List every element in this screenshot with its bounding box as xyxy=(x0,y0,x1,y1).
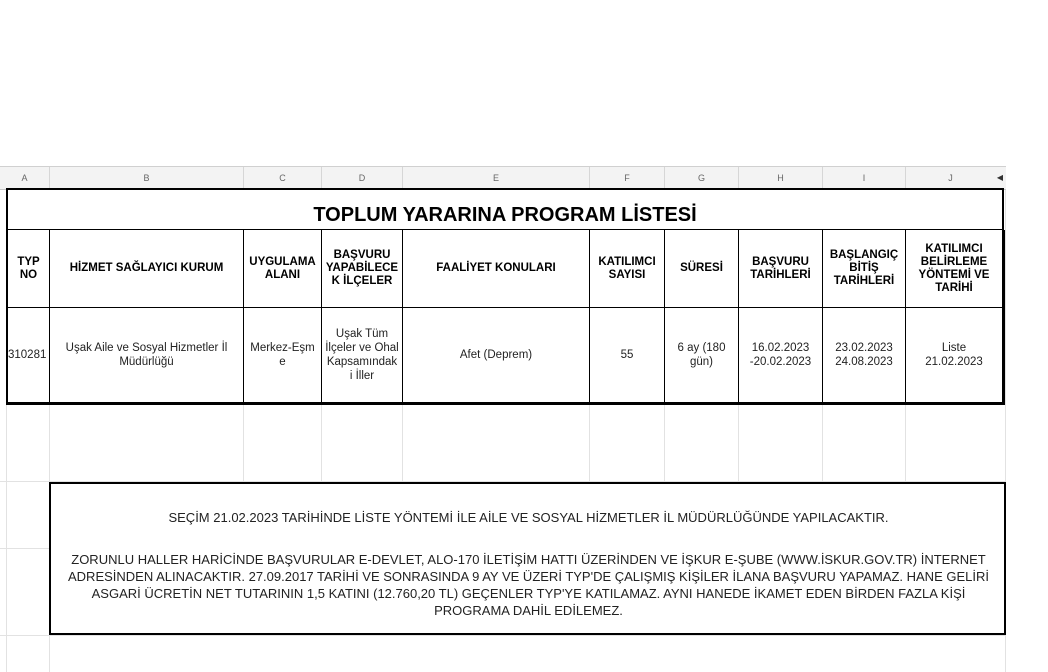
cell-participants: 55 xyxy=(590,308,665,403)
cell-typ-no: 310281 xyxy=(8,308,50,403)
notes-box xyxy=(49,482,1006,635)
redacted-header-area xyxy=(0,0,1048,166)
scroll-left-arrow-icon[interactable]: ◀ xyxy=(996,173,1004,182)
column-header-bar xyxy=(0,166,1006,190)
column-header-f[interactable]: F xyxy=(590,167,665,189)
cell-districts: Uşak Tüm İlçeler ve Ohal Kapsamındak i İller xyxy=(322,308,403,403)
column-header-h[interactable]: H xyxy=(739,167,823,189)
table-bottom-border xyxy=(6,402,1005,405)
cell-selection xyxy=(906,308,1003,403)
selection-date: 21.02.2023 xyxy=(925,356,983,368)
header-duration: SÜRESİ xyxy=(665,230,739,308)
column-header-i[interactable]: I xyxy=(823,167,906,189)
end-date: 24.08.2023 xyxy=(835,356,893,368)
column-header-c[interactable]: C xyxy=(244,167,322,189)
column-header-e[interactable]: E xyxy=(403,167,590,189)
header-participants: KATILIMCI SAYISI xyxy=(590,230,665,308)
cell-provider: Uşak Aile ve Sosyal Hizmetler İl Müdürlüğü xyxy=(50,308,244,403)
header-application-dates: BAŞVURU TARİHLERİ xyxy=(739,230,823,308)
column-header-b[interactable]: B xyxy=(50,167,244,189)
column-header-d[interactable]: D xyxy=(322,167,403,189)
selection-method: Liste xyxy=(941,342,967,354)
selection-note: SEÇİM 21.02.2023 TARİHİNDE LİSTE YÖNTEMİ İLE AİLE VE SOSYAL HİZMETLER İL MÜDÜRLÜĞÜNDE YAPILACAKTIR. xyxy=(168,510,889,525)
cell-application-dates: 16.02.2023 -20.02.2023 xyxy=(739,308,823,403)
header-activity: FAALİYET KONULARI xyxy=(403,230,590,308)
cell-area: Merkez-Eşm e xyxy=(244,308,322,403)
header-districts: BAŞVURU YAPABİLECE K İLÇELER xyxy=(322,230,403,308)
cell-start-end-dates xyxy=(823,308,906,403)
column-header-g[interactable]: G xyxy=(665,167,739,189)
cell-activity: Afet (Deprem) xyxy=(403,308,590,403)
header-provider: HİZMET SAĞLAYICI KURUM xyxy=(50,230,244,308)
header-typ-no: TYP NO xyxy=(8,230,50,308)
column-header-a[interactable]: A xyxy=(0,167,50,189)
rules-note: ZORUNLU HALLER HARİCİNDE BAŞVURULAR E-DEVLET, ALO-170 İLETİŞİM HATTI ÜZERİNDEN VE İŞKUR E-ŞUBE (WWW.İSKUR.GOV.TR) İNTERNET ADRESİNDEN ALINACAKTIR. 27.09.2017 TARİHİ VE SONRASINDA 9 AY VE ÜZERİ TYP'DE ÇALIŞMIŞ KİŞİLER İLANA BAŞVURU YAPAMAZ. HANE GELİRİ ASGARİ ÜCRETİN NET TUTARININ 1,5 KATINI (12.760,20 TL) GEÇENLER TYP'YE KATILAMAZ. AYNI HANEDE İKAMET EDEN BİRDEN FAZLA KİŞİ PROGRAMA DAHİL EDİLEMEZ. xyxy=(68,552,989,618)
cell-duration: 6 ay (180 gün) xyxy=(665,308,739,403)
header-area: UYGULAMA ALANI xyxy=(244,230,322,308)
start-date: 23.02.2023 xyxy=(835,342,893,354)
table-right-border xyxy=(1003,230,1005,404)
table-left-border xyxy=(6,230,8,404)
column-header-j[interactable]: J xyxy=(948,173,953,183)
header-start-end-dates: BAŞLANGIÇ BİTİŞ TARİHLERİ xyxy=(823,230,906,308)
table-title: TOPLUM YARARINA PROGRAM LİSTESİ xyxy=(6,188,1004,230)
header-selection: KATILIMCI BELİRLEME YÖNTEMİ VE TARİHİ xyxy=(906,230,1003,308)
